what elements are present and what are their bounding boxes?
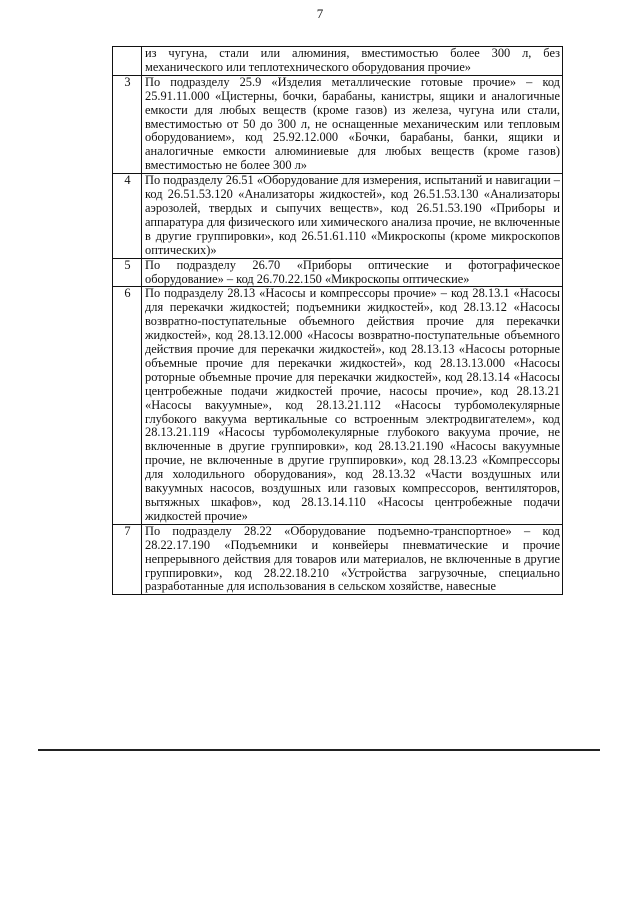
row-text: По подразделу 26.70 «Приборы оптические и фотографическое оборудование» – код 26.70.22.150 «Микроскопы оптические» xyxy=(142,258,563,287)
row-number: 4 xyxy=(113,174,142,258)
row-number: 3 xyxy=(113,75,142,173)
table-row xyxy=(113,75,563,173)
table-row xyxy=(113,47,563,76)
row-number: 5 xyxy=(113,258,142,287)
row-text: По подразделу 28.22 «Оборудование подъемно-транспортное» – код 28.22.17.190 «Подъемники и конвейеры пневматические и прочие непрерывного действия для товаров или материалов, не включенные в другие группировки», код 28.22.18.210 «Устройства загрузочные, специально разработанные для использования в сельском хозяйстве, навесные xyxy=(142,524,563,595)
row-text: из чугуна, стали или алюминия, вместимостью более 300 л, без механического или теплотехнического оборудования прочие» xyxy=(142,47,563,76)
table-row xyxy=(113,174,563,258)
table-row xyxy=(113,524,563,595)
row-text: По подразделу 25.9 «Изделия металлические готовые прочие» – код 25.91.11.000 «Цистерны, бочки, барабаны, канистры, ящики и аналогичные емкости для любых веществ (кроме газов) из железа, чугуна или стали, вместимостью от 50 до 300 л, не оснащенные механическим или тепловым оборудованием», код 25.92.12.000 «Бочки, барабаны, банки, ящики и аналогичные емкости алюминиевые для любых веществ (кроме газов) вместимостью не более 300 л» xyxy=(142,75,563,173)
table-row xyxy=(113,258,563,287)
page-number: 7 xyxy=(316,6,324,21)
row-number xyxy=(113,47,142,76)
row-number: 7 xyxy=(113,524,142,595)
row-number: 6 xyxy=(113,287,142,524)
row-text: По подразделу 28.13 «Насосы и компрессоры прочие» – код 28.13.1 «Насосы для перекачки жидкостей; подъемники жидкостей», код 28.13.12 «Насосы возвратно-поступательные объемного действия прочие для перекачки жидкостей», код 28.13.12.000 «Насосы возвратно-поступательные объемного действия прочие для перекачки жидкостей», код 28.13.13 «Насосы роторные объемные прочие для перекачки жидкостей», код 28.13.13.000 «Насосы роторные объемные прочие для перекачки жидкостей», код 28.13.14 «Насосы центробежные подачи жидкостей прочие, насосы прочие», код 28.13.21 «Насосы вакуумные», код 28.13.21.112 «Насосы турбомолекулярные глубокого вакуума вертикальные со встроенным электродвигателем», код 28.13.21.119 «Насосы турбомолекулярные глубокого вакуума прочие, не включенные в другие группировки», код 28.13.21.190 «Насосы вакуумные прочие, не включенные в другие группировки», код 28.13.23 «Компрессоры для холодильного оборудования», код 28.13.32 «Части воздушных или вакуумных насосов, воздушных или газовых компрессоров, вентиляторов, вытяжных шкафов», код 28.13.14.110 «Насосы центробежные подачи жидкостей прочие» xyxy=(142,287,563,524)
table-row xyxy=(113,287,563,524)
row-text: По подразделу 26.51 «Оборудование для измерения, испытаний и навигации – код 26.51.53.120 «Анализаторы жидкостей», код 26.51.53.130 «Анализаторы аэрозолей, твердых и сыпучих веществ», код 26.51.53.190 «Приборы и аппаратура для физического или химического анализа прочие, не включенные в другие группировки», код 26.51.61.110 «Микроскопы (кроме микроскопов оптических)» xyxy=(142,174,563,258)
document-table xyxy=(112,46,563,595)
page-separator-line xyxy=(38,749,600,751)
